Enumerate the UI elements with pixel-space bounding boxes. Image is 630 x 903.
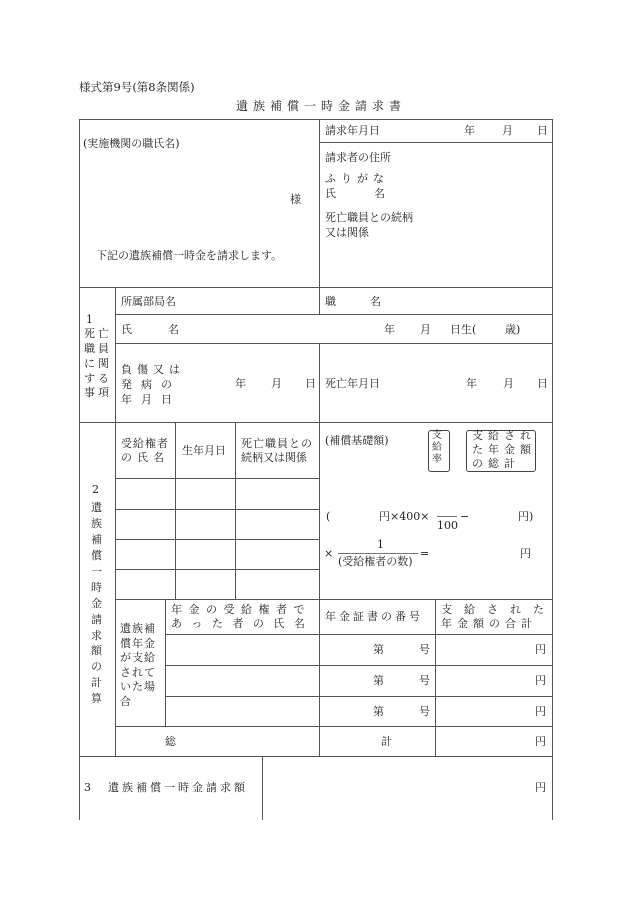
certificate-prefix[interactable]: 第 bbox=[373, 643, 384, 656]
recipient-relation-cell[interactable] bbox=[236, 510, 319, 538]
furigana-label: ふりがな bbox=[325, 172, 389, 185]
formula-close: 円) bbox=[518, 510, 534, 523]
paid-sum-yen[interactable]: 円 bbox=[535, 643, 546, 656]
death-month[interactable]: 月 bbox=[503, 377, 514, 390]
relation-label-2: 又は関係 bbox=[325, 226, 369, 239]
recipient-relation-cell[interactable] bbox=[236, 570, 319, 598]
label-line: いた場 bbox=[120, 680, 156, 694]
request-date-year[interactable]: 年 bbox=[464, 124, 475, 137]
certificate-prefix[interactable]: 第 bbox=[373, 674, 384, 687]
request-date-label: 請求年月日 bbox=[325, 124, 380, 137]
col-birthdate: 生年月日 bbox=[182, 444, 226, 457]
addressee-input[interactable] bbox=[90, 155, 310, 195]
formula-result-yen: 円 bbox=[520, 547, 531, 560]
payment-rate-label bbox=[432, 430, 442, 466]
label-line: されて bbox=[120, 665, 156, 679]
section1-title bbox=[84, 327, 112, 401]
form-title: 遺族補償一時金請求書 bbox=[236, 99, 407, 113]
pension-holder-name-cell[interactable] bbox=[166, 666, 318, 695]
formula-open: ( bbox=[326, 510, 331, 523]
title-char: 計 bbox=[91, 676, 102, 690]
title-char: 事項 bbox=[84, 386, 112, 400]
section1-number: 1 bbox=[86, 313, 93, 326]
title-char: の bbox=[91, 660, 102, 674]
col-relation-2: 続柄又は関係 bbox=[241, 451, 307, 464]
label-line: 償年金 bbox=[120, 636, 156, 650]
certificate-suffix[interactable]: 号 bbox=[419, 674, 430, 687]
pension-holder-header-2: あった者の氏名 bbox=[171, 617, 315, 630]
section2-title bbox=[91, 500, 102, 707]
paid-sum-header-1: 支給された bbox=[441, 603, 556, 616]
char: 名 bbox=[370, 295, 381, 308]
title-char: 金 bbox=[91, 596, 102, 610]
request-date-month[interactable]: 月 bbox=[502, 124, 513, 137]
title-char: 死亡 bbox=[84, 327, 112, 340]
title-char: する bbox=[84, 371, 112, 385]
label-line: が支給 bbox=[120, 651, 156, 665]
form-number: 様式第9号(第8条関係) bbox=[79, 80, 195, 94]
certificate-header: 年金証書の番号 bbox=[325, 610, 423, 623]
pension-holder-name-cell[interactable] bbox=[166, 697, 318, 726]
name-char: 氏 bbox=[325, 187, 336, 200]
recipient-birthdate-cell[interactable] bbox=[176, 540, 235, 568]
title-char: に関 bbox=[84, 356, 112, 370]
col-relation-1: 死亡職員との bbox=[241, 437, 313, 450]
recipient-name-cell[interactable] bbox=[116, 479, 175, 507]
claimant-address-label: 請求者の住所 bbox=[325, 151, 391, 164]
fraction-bar bbox=[338, 553, 418, 554]
fraction-bar bbox=[437, 516, 457, 517]
recipient-birthdate-cell[interactable] bbox=[176, 510, 235, 538]
title-char: 償 bbox=[91, 548, 102, 562]
col-recipient-1: 受給権者 bbox=[121, 437, 169, 450]
char: 職 bbox=[325, 295, 336, 308]
department-label: 所属部局名 bbox=[121, 295, 176, 308]
deceased-name-label bbox=[121, 323, 179, 337]
title-char: 算 bbox=[91, 692, 102, 706]
recipient-birthdate-cell[interactable] bbox=[176, 479, 235, 507]
char: 給 bbox=[432, 442, 442, 453]
formula-equals: = bbox=[420, 547, 430, 560]
recipient-name-cell[interactable] bbox=[116, 540, 175, 568]
certificate-suffix[interactable]: 号 bbox=[419, 643, 430, 656]
certificate-prefix[interactable]: 第 bbox=[373, 705, 384, 718]
recipient-relation-cell[interactable] bbox=[236, 479, 319, 507]
relation-label-1: 死亡職員との続柄 bbox=[325, 211, 413, 224]
char: 名 bbox=[168, 323, 179, 336]
char: 氏 bbox=[121, 323, 132, 336]
injury-day[interactable]: 日 bbox=[305, 377, 316, 390]
formula-yen-x400: 円×400× bbox=[379, 510, 430, 523]
injury-label-2: 発病の bbox=[121, 378, 181, 391]
paid-sum-yen[interactable]: 円 bbox=[535, 705, 546, 718]
paid-total-1: 支給され bbox=[472, 429, 536, 442]
injury-year[interactable]: 年 bbox=[235, 377, 246, 390]
title-char: 一 bbox=[91, 564, 102, 578]
pension-holder-name-cell[interactable] bbox=[166, 635, 318, 664]
addressee-label: (実施機関の職氏名) bbox=[83, 137, 180, 150]
title-char: 補 bbox=[91, 532, 102, 546]
title-char: 請 bbox=[91, 612, 102, 626]
death-year[interactable]: 年 bbox=[466, 377, 477, 390]
total-label-1: 総 bbox=[165, 735, 176, 748]
title-char: 求 bbox=[91, 628, 102, 642]
title-char: 額 bbox=[91, 644, 102, 658]
recipient-name-cell[interactable] bbox=[116, 510, 175, 538]
label-line: 合 bbox=[120, 694, 132, 708]
death-date-label: 死亡年月日 bbox=[325, 377, 380, 390]
formula-one: 1 bbox=[377, 538, 384, 551]
honorific: 様 bbox=[290, 193, 301, 206]
injury-label-3: 年月日 bbox=[121, 393, 181, 406]
char: 率 bbox=[432, 454, 442, 465]
recipient-birthdate-cell[interactable] bbox=[176, 570, 235, 598]
death-day[interactable]: 日 bbox=[537, 377, 548, 390]
section3-label: 3 遺族補償一時金請求額 bbox=[84, 781, 248, 794]
certificate-suffix[interactable]: 号 bbox=[419, 705, 430, 718]
formula-recipients: (受給権者の数) bbox=[338, 555, 413, 568]
paid-total-3: の総計 bbox=[472, 457, 520, 470]
injury-month[interactable]: 月 bbox=[271, 377, 282, 390]
birth-year[interactable]: 年 bbox=[384, 323, 395, 336]
claimant-name-label bbox=[325, 187, 385, 201]
paid-sum-header-2: 年金額の合計 bbox=[441, 617, 537, 630]
formula-minus: − bbox=[460, 510, 470, 523]
position-label bbox=[325, 295, 381, 309]
recipient-relation-cell[interactable] bbox=[236, 540, 319, 568]
recipient-name-cell[interactable] bbox=[116, 570, 175, 598]
formula-times: × bbox=[324, 547, 334, 560]
name-char: 名 bbox=[374, 187, 385, 200]
injury-label-1: 負傷又は bbox=[121, 363, 185, 376]
col-recipient-2: の氏名 bbox=[121, 451, 169, 464]
total-label-2: 計 bbox=[381, 735, 392, 748]
paid-sum-yen[interactable]: 円 bbox=[535, 674, 546, 687]
title-char: 時 bbox=[91, 580, 102, 594]
title-char: 遺 bbox=[91, 501, 102, 514]
title-char: 職員 bbox=[84, 341, 112, 355]
age-suffix[interactable]: 歳) bbox=[505, 323, 521, 336]
formula-denominator: 100 bbox=[437, 519, 458, 532]
pension-holder-header-1: 年金の受給権者で bbox=[171, 603, 311, 616]
request-statement: 下記の遺族補償一時金を請求します。 bbox=[96, 249, 283, 262]
title-char: 族 bbox=[91, 516, 102, 530]
char: 支 bbox=[432, 430, 442, 441]
base-amount-label: (補償基礎額) bbox=[325, 434, 389, 447]
section2-number: 2 bbox=[92, 483, 99, 496]
label-line: 遺族補 bbox=[120, 622, 156, 635]
birth-day-suffix[interactable]: 日生( bbox=[450, 323, 477, 336]
birth-month[interactable]: 月 bbox=[420, 323, 431, 336]
request-date-day[interactable]: 日 bbox=[537, 124, 548, 137]
pension-case-label bbox=[120, 622, 156, 709]
total-yen[interactable]: 円 bbox=[535, 735, 546, 748]
paid-total-2: た年金額 bbox=[472, 443, 536, 456]
section3-yen[interactable]: 円 bbox=[535, 781, 546, 794]
